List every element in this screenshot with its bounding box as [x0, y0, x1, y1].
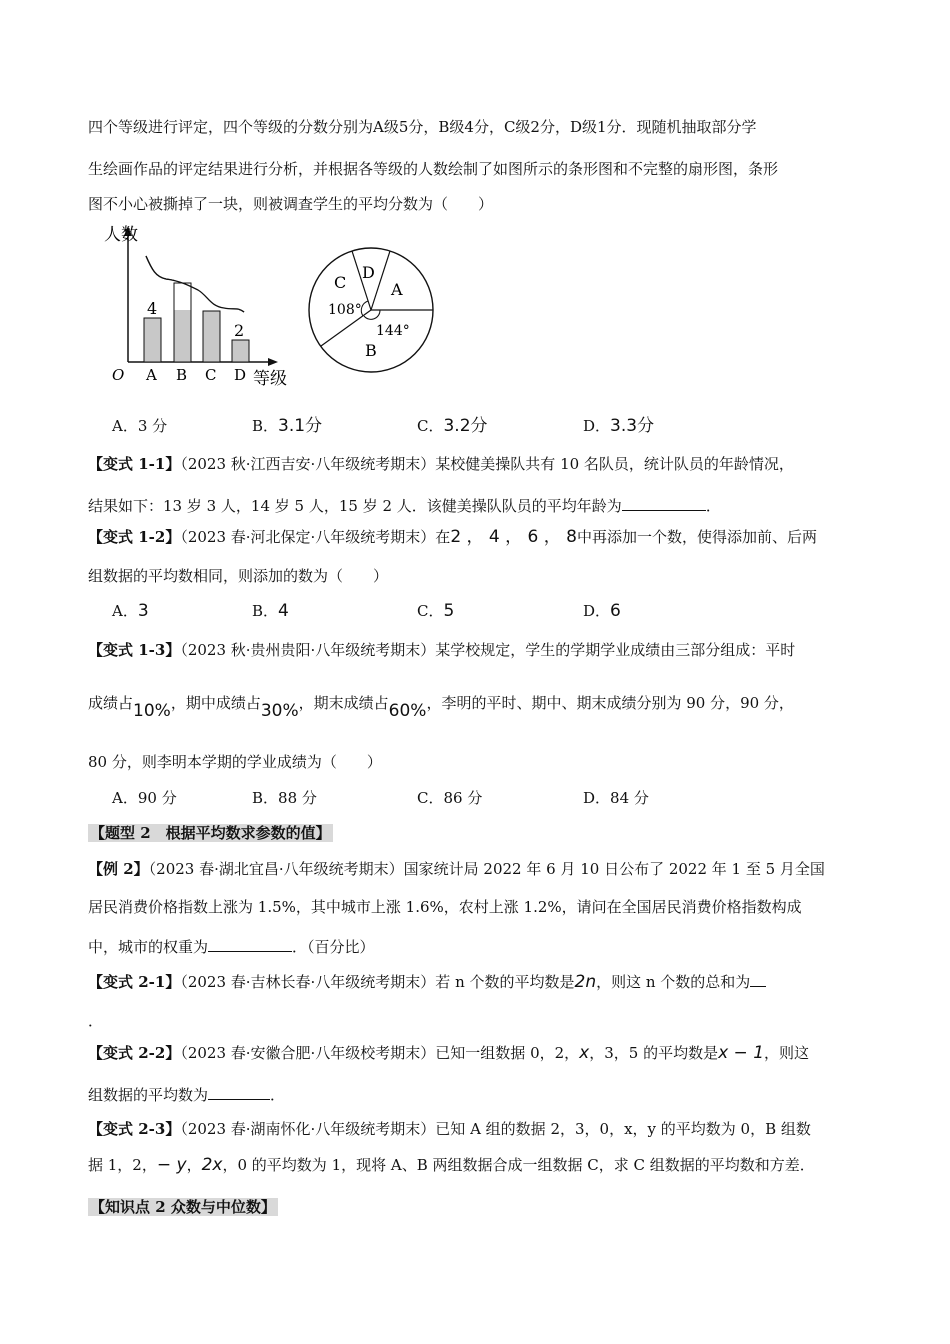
option-value: 4 — [278, 601, 289, 621]
ex2-text: （2023 春·湖北宜昌·八年级统考期末）国家统计局 2022 年 6 月 10 日公布了 2022 年 1 至 5 月全国 — [148, 860, 825, 878]
v21-math: 2n — [574, 972, 597, 992]
v12-option-b[interactable] — [252, 601, 289, 621]
option-value: 84 分 — [610, 789, 649, 807]
v13-option-a[interactable] — [112, 788, 177, 808]
bar-a — [144, 318, 161, 362]
angle-arc-c — [361, 301, 368, 316]
v11-end: ． — [705, 497, 721, 515]
q1-option-a[interactable] — [112, 416, 167, 436]
option-letter: D． — [583, 417, 611, 435]
bar-a-value: 4 — [147, 299, 158, 318]
v13-tag: 【变式 1-3】 — [88, 641, 181, 659]
v13-line-1 — [88, 640, 795, 660]
option-letter: C． — [417, 417, 444, 435]
figure — [100, 222, 440, 394]
type2-header — [88, 823, 333, 843]
v13-percent-3: 60% — [388, 701, 427, 721]
v13-percent-1: 10% — [133, 701, 171, 721]
option-value: 3 分 — [137, 417, 168, 435]
v13-option-c[interactable] — [417, 788, 482, 808]
option-value: 3 — [137, 601, 149, 621]
ex2-tag: 【例 2】 — [88, 860, 149, 878]
v21-tag: 【变式 2-1】 — [88, 973, 181, 991]
option-value: 3.2分 — [443, 416, 488, 436]
v21-line-2: ． — [88, 1012, 104, 1030]
v13-text-c: ，期末成绩占 — [298, 694, 389, 712]
v23-two-x: 2x — [201, 1155, 223, 1175]
v22-x: x — [579, 1043, 590, 1063]
option-value: 5 — [443, 601, 455, 621]
v12-option-d[interactable] — [583, 601, 621, 621]
option-letter: D． — [583, 602, 611, 620]
option-value: 88 分 — [278, 789, 317, 807]
ex2-text-b: ．（百分比） — [292, 938, 375, 956]
v23-text-c: ，0 的平均数为 1，现将 A、B 两组数据合成一组数据 C，求 C 组数据的平均数和方差． — [222, 1156, 815, 1174]
v11-tag: 【变式 1-1】 — [88, 455, 181, 473]
option-letter: C． — [417, 789, 444, 807]
v23-line-1 — [88, 1119, 811, 1139]
v13-text-b: ，期中成绩占 — [170, 694, 261, 712]
v22-line-1 — [88, 1043, 809, 1063]
v23-line-2 — [88, 1155, 815, 1175]
v13-percent-2: 30% — [260, 701, 299, 721]
torn-mask — [144, 280, 250, 310]
category-d: D — [234, 366, 247, 384]
v13-option-d[interactable] — [583, 788, 649, 808]
category-a: A — [146, 366, 157, 384]
answer-blank[interactable] — [750, 970, 766, 987]
v13-text: （2023 秋·贵州贵阳·八年级统考期末）某学校规定，学生的学期学业成绩由三部分组成：平时 — [180, 641, 796, 659]
ex2-line-3 — [88, 935, 375, 957]
v21-line-1 — [88, 970, 766, 992]
pie-angle-c: 108° — [328, 302, 362, 318]
v12-math: 2 ， 4 ， 6 ， 8 — [450, 527, 577, 547]
v22-text-b: ，3，5 的平均数是 — [589, 1044, 719, 1062]
answer-blank[interactable] — [208, 1083, 270, 1100]
option-letter: A． — [112, 789, 138, 807]
kp2-header — [88, 1197, 278, 1217]
v13-line-2 — [88, 693, 794, 721]
q1-option-d[interactable] — [583, 416, 654, 436]
ex2-line-1 — [88, 859, 825, 879]
bar-c — [203, 311, 220, 362]
v13-option-b[interactable] — [252, 788, 317, 808]
v22-expr: x − 1 — [718, 1043, 765, 1063]
option-letter: C． — [417, 602, 444, 620]
v23-text-b: ， — [186, 1156, 202, 1174]
pie-label-d: D — [362, 263, 375, 282]
v12-text: （2023 春·河北保定·八年级统考期末）在 — [180, 528, 451, 546]
option-letter: A． — [112, 417, 138, 435]
q1-option-c[interactable] — [417, 416, 488, 436]
option-value: 86 分 — [443, 789, 483, 807]
intro-line-2: 生绘画作品的评定结果进行分析，并根据各等级的人数绘制了如图所示的条形图和不完整的扇形图，条形 — [88, 160, 779, 178]
bar-d-value: 2 — [234, 321, 245, 340]
v13-line-3: 80 分，则李明本学期的学业成绩为（ ） — [88, 753, 382, 771]
pie-label-a: A — [391, 280, 403, 299]
origin-label: O — [112, 366, 125, 384]
v22-line-2 — [88, 1083, 285, 1105]
v22-text-d: 组数据的平均数为 — [88, 1086, 209, 1104]
ex2-text-a: 中，城市的权重为 — [88, 938, 209, 956]
answer-blank[interactable] — [208, 935, 292, 952]
v12-option-a[interactable] — [112, 601, 149, 621]
type2-header-text: 【题型 2 根据平均数求参数的值】 — [90, 824, 331, 842]
x-axis-arrow — [268, 358, 278, 366]
q1-option-b[interactable] — [252, 416, 322, 436]
option-letter: D． — [583, 789, 611, 807]
v11-text: （2023 秋·江西吉安·八年级统考期末）某校健美操队共有 10 名队员，统计队员的年龄情况， — [180, 455, 794, 473]
v23-neg-y: − y — [156, 1155, 187, 1175]
v11-text-2: 结果如下：13 岁 3 人，14 岁 5 人，15 岁 2 人．该健美操队队员的平均年龄为 — [88, 497, 622, 515]
v22-text-e: ． — [270, 1086, 286, 1104]
v22-tag: 【变式 2-2】 — [88, 1044, 181, 1062]
v21-text-a: （2023 春·吉林长春·八年级统考期末）若 n 个数的平均数是 — [180, 973, 575, 991]
v23-text-a: 据 1，2， — [88, 1156, 157, 1174]
v22-text-a: （2023 春·安徽合肥·八年级校考期末）已知一组数据 0，2， — [180, 1044, 580, 1062]
option-value: 90 分 — [137, 789, 177, 807]
v13-text-d: ，李明的平时、期中、期末成绩分别为 90 分，90 分， — [426, 694, 794, 712]
y-axis-label: 人数 — [104, 225, 138, 245]
option-value: 3.1分 — [278, 416, 323, 436]
v12-line-1 — [88, 527, 817, 547]
v11-line-1 — [88, 454, 794, 474]
option-letter: B． — [252, 602, 279, 620]
v23-tag: 【变式 2-3】 — [88, 1120, 181, 1138]
v22-text-c: ，则这 — [764, 1044, 810, 1062]
bar-d — [232, 340, 249, 362]
option-letter: A． — [112, 602, 138, 620]
option-value: 3.3分 — [610, 416, 655, 436]
v13-text-a: 成绩占 — [88, 694, 134, 712]
kp2-header-text: 【知识点 2 众数与中位数】 — [90, 1198, 276, 1216]
option-letter: B． — [252, 417, 279, 435]
angle-arc-b — [364, 310, 380, 319]
category-c: C — [205, 366, 217, 384]
v23-text: （2023 春·湖南怀化·八年级统考期末）已知 A 组的数据 2，3，0，x，y 的平均数为 0，B 组数 — [180, 1120, 811, 1138]
option-letter: B． — [252, 789, 279, 807]
category-b: B — [176, 366, 188, 384]
intro-line-1: 四个等级进行评定，四个等级的分数分别为A级5分，B级4分，C级2分，D级1分．现随机抽取部分学 — [88, 118, 757, 136]
pie-angle-b: 144° — [376, 323, 410, 339]
pie-label-c: C — [334, 273, 347, 292]
pie-label-b: B — [365, 341, 377, 360]
v12-text-b: 中再添加一个数，使得添加前、后两 — [577, 528, 818, 546]
ex2-line-2: 居民消费价格指数上涨为 1.5%，其中城市上涨 1.6%，农村上涨 1.2%，请问在全国居民消费价格指数构成 — [88, 898, 802, 916]
x-axis-label: 等级 — [253, 369, 287, 389]
v12-option-c[interactable] — [417, 601, 454, 621]
v11-line-2 — [88, 494, 721, 516]
answer-blank[interactable] — [622, 494, 706, 511]
option-value: 6 — [610, 601, 621, 621]
v12-tag: 【变式 1-2】 — [88, 528, 181, 546]
intro-line-3: 图不小心被撕掉了一块，则被调查学生的平均分数为（ ） — [88, 195, 494, 213]
v12-line-2: 组数据的平均数相同，则添加的数为（ ） — [88, 567, 389, 585]
v21-text-b: ，则这 n 个数的总和为 — [596, 973, 751, 991]
